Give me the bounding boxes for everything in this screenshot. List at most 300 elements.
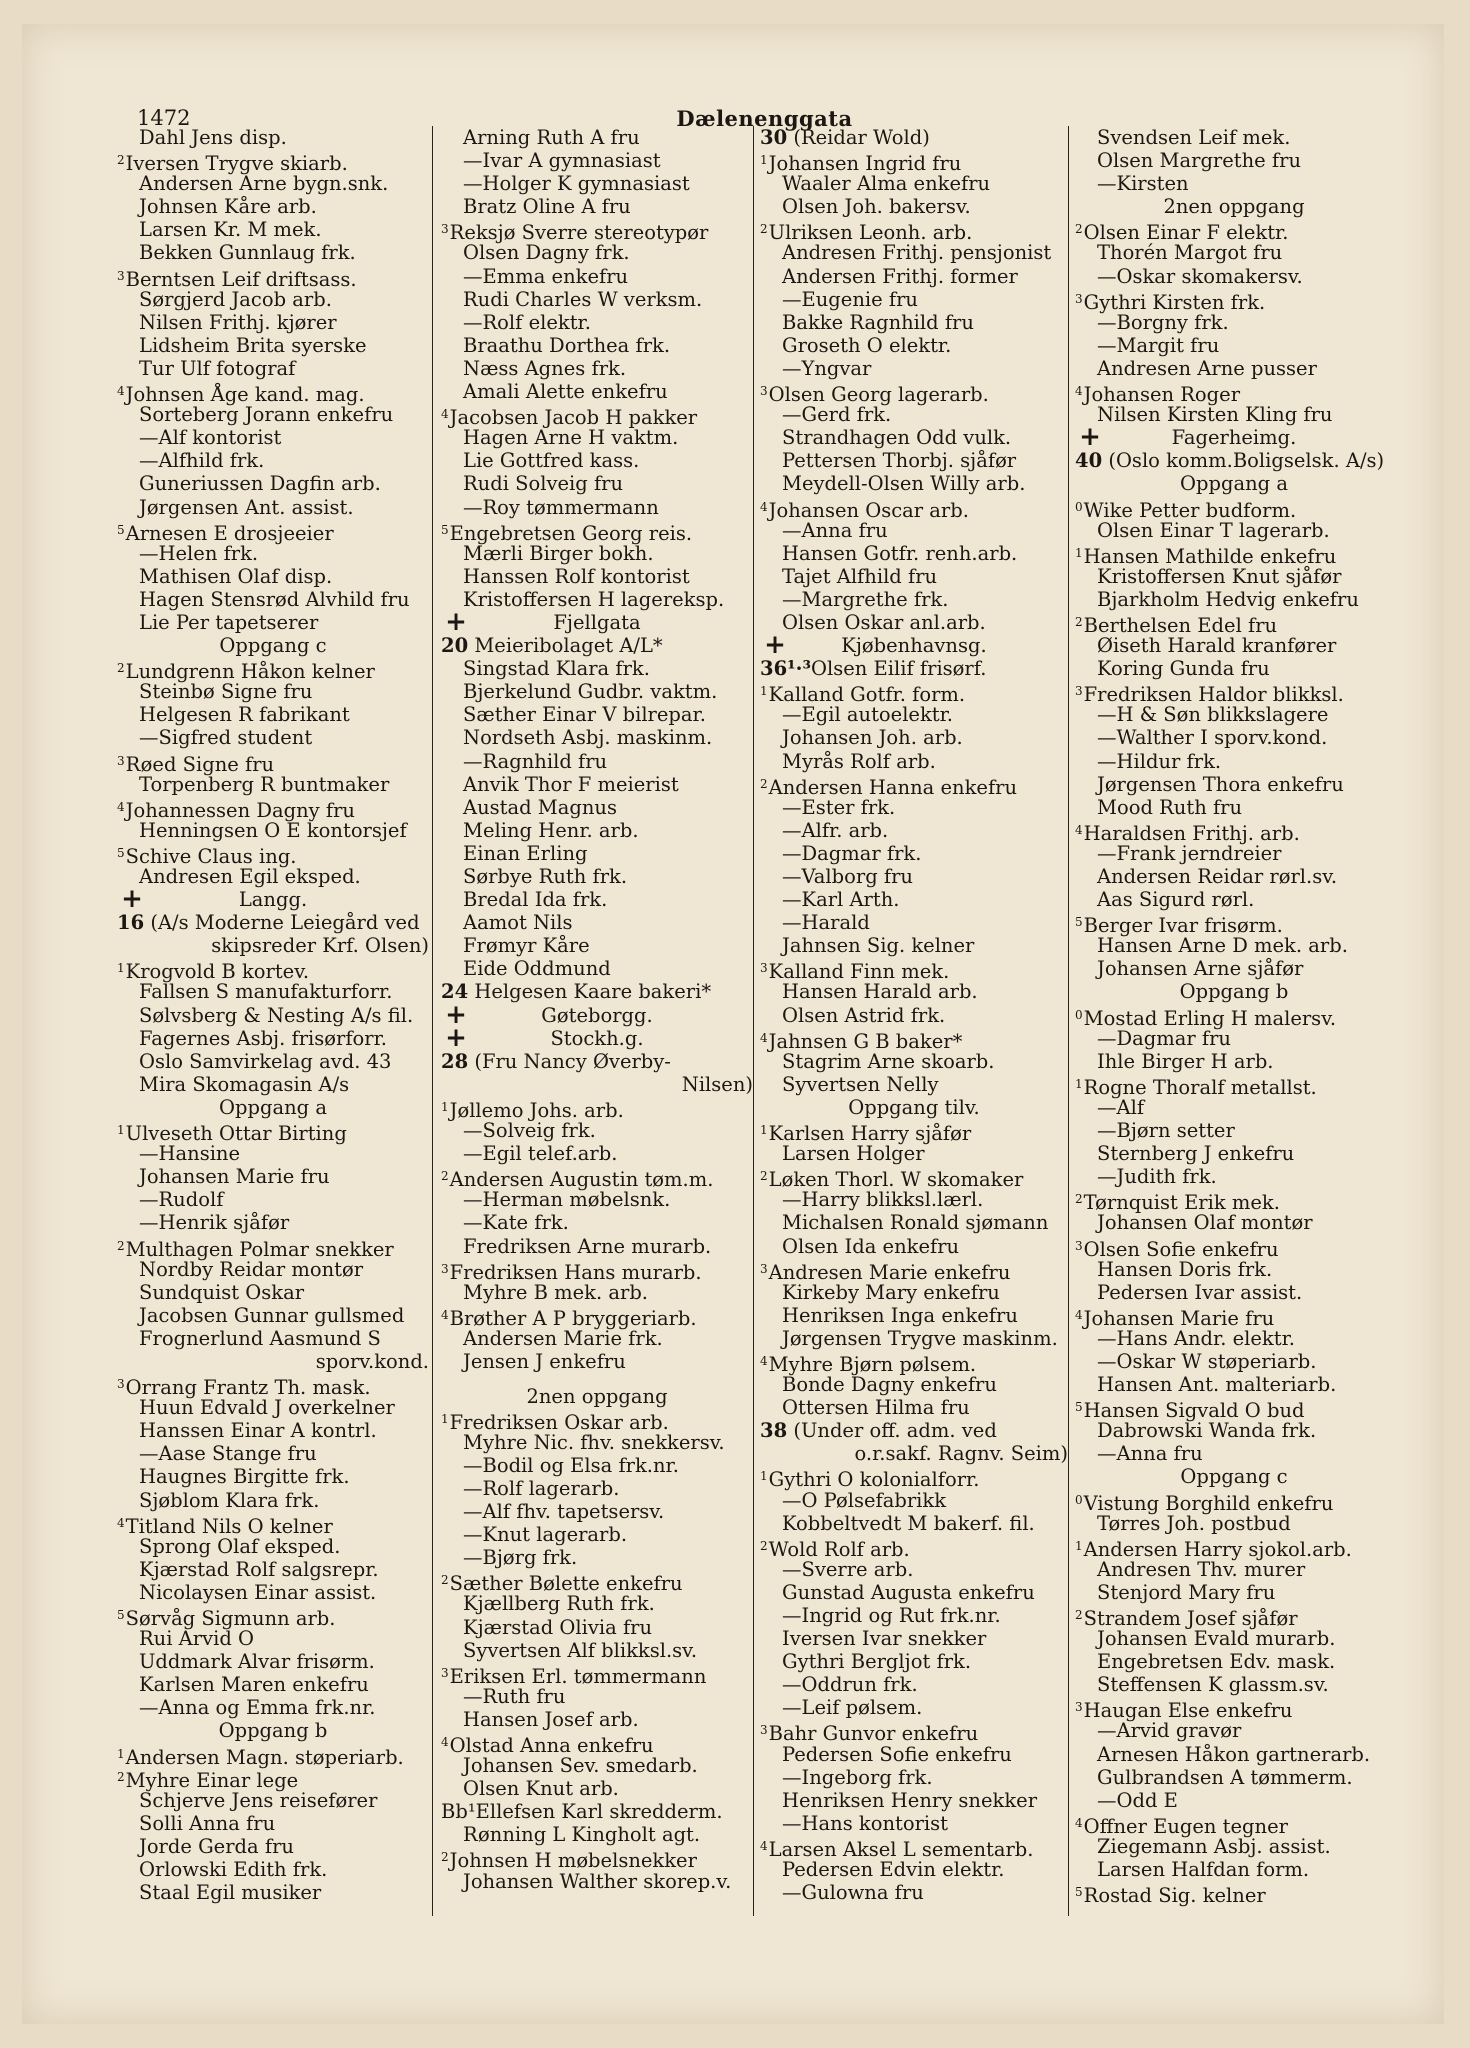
listing-entry (760, 588, 1068, 611)
house-number-entry (441, 1050, 753, 1073)
floor-number: 2 (760, 1169, 768, 1184)
entry-text: Larsen Holger (782, 1142, 925, 1166)
listing-entry (117, 542, 429, 565)
house-number: 36¹·³ (760, 657, 812, 681)
listing-entry (1075, 288, 1393, 314)
entry-text: Olsen Eilif frisørf. (811, 657, 987, 681)
entry-text: Andresen Marie enkefru (768, 1260, 1011, 1284)
entry-text: —Hans kontorist (782, 1811, 948, 1835)
entry-text: Johansen Joh. arb. (782, 726, 963, 750)
entry-text: —Leif pølsem. (782, 1696, 923, 1720)
listing-entry (441, 1188, 753, 1211)
entry-text: Larsen Halfdan form. (1097, 1858, 1310, 1882)
listing-entry (117, 1558, 429, 1581)
entry-text: Nordby Reidar montør (139, 1257, 364, 1281)
floor-number: 4 (117, 384, 125, 399)
listing-entry (117, 703, 429, 726)
listing-entry (1075, 1673, 1393, 1696)
floor-number: 1 (117, 961, 125, 976)
listing-entry (441, 1777, 753, 1800)
listing-entry (441, 334, 753, 357)
listing-entry (1075, 1396, 1393, 1423)
listing-entry (1075, 1373, 1393, 1396)
listing-entry (117, 1489, 429, 1512)
listing-entry (1075, 1489, 1393, 1515)
floor-number: 2 (117, 1238, 125, 1253)
entry-text: Andresen Arne pusser (1097, 356, 1317, 380)
listing-entry (441, 796, 753, 819)
listing-entry (441, 1477, 753, 1500)
entry-text: —Frank jerndreier (1097, 841, 1282, 865)
entry-text: —Harry blikksl.lærl. (782, 1188, 984, 1212)
entry-text: Jahnsen Sig. kelner (782, 934, 975, 958)
listing-entry (760, 703, 1068, 726)
floor-number: 0 (1075, 1007, 1083, 1022)
listing-entry (1075, 1650, 1393, 1673)
entry-text: —Ragnhild fru (463, 749, 608, 773)
listing-entry (1075, 796, 1393, 819)
entry-text: Henriksen Inga enkefru (782, 1303, 1018, 1327)
listing-entry (760, 542, 1068, 565)
entry-text: sporv.kond. (315, 1349, 429, 1373)
listing-entry (441, 726, 753, 749)
entry-text: Bjerkelund Gudbr. vaktm. (463, 680, 718, 704)
listing-entry (1075, 865, 1393, 888)
entry-text: Pedersen Ivar assist. (1097, 1280, 1303, 1304)
listing-entry (1075, 1304, 1393, 1330)
entry-text: Myhre Nic. fhv. snekkersv. (463, 1430, 725, 1454)
entry-text: —Bjørn setter (1097, 1119, 1235, 1143)
listing-entry (441, 865, 753, 888)
floor-number: 3 (760, 961, 768, 976)
cross-street-icon: + (1079, 422, 1101, 453)
entry-text: Huun Edvald J overkelner (139, 1396, 395, 1420)
entry-text: Sæther Einar V bilrepar. (463, 703, 706, 727)
listing-entry (117, 357, 429, 380)
entry-text: —Knut lagerarb. (463, 1523, 628, 1547)
listing-entry (760, 380, 1068, 407)
entry-continuation (117, 934, 429, 957)
entry-text: Gøteborgg. (541, 1003, 653, 1027)
listing-entry (1075, 726, 1393, 749)
listing-entry (760, 1812, 1068, 1835)
entry-text: Sternberg J enkefru (1097, 1142, 1295, 1166)
house-number-entry (760, 1419, 1068, 1442)
listing-entry (441, 680, 753, 703)
listing-entry (760, 1004, 1068, 1027)
entry-text: —Oskar skomakersv. (1097, 264, 1303, 288)
entry-text: —Alf fhv. tapetsersv. (463, 1500, 665, 1524)
entry-text: —Ivar A gymnasiast (463, 149, 661, 173)
listing-entry (117, 657, 429, 684)
entry-text: Sprong Olaf eksped. (139, 1534, 341, 1558)
listing-entry (1075, 934, 1393, 957)
entry-text: —Solveig frk. (463, 1119, 596, 1143)
entry-text: Andresen Egil eksped. (139, 865, 361, 888)
floor-number: 3 (1075, 1700, 1083, 1715)
listing-entry (117, 865, 429, 888)
entry-text: Ulriksen Leonh. arb. (768, 221, 973, 245)
entry-text: Kalland Gotfr. form. (768, 683, 966, 707)
entry-text: Hansen Harald arb. (782, 980, 978, 1004)
listing-entry (1075, 1419, 1393, 1442)
listing-entry (760, 980, 1068, 1003)
entry-text: Mood Ruth fru (1097, 795, 1243, 819)
entry-text: Pedersen Sofie enkefru (782, 1742, 1012, 1766)
listing-entry (760, 1165, 1068, 1192)
entry-text: Hanssen Einar A kontrl. (139, 1419, 377, 1443)
section-label (1075, 472, 1393, 495)
entry-text: Berthelsen Edel fru (1083, 613, 1278, 637)
listing-entry (1075, 1327, 1393, 1350)
listing-entry (1075, 265, 1393, 288)
entry-text: Offner Eugen tegner (1083, 1814, 1288, 1838)
entry-text: Olstad Anna enkefru (449, 1733, 654, 1757)
entry-text: —Hans Andr. elektr. (1097, 1326, 1295, 1350)
entry-text: Einan Erling (463, 841, 588, 865)
entry-text: Waaler Alma enkefru (782, 172, 991, 196)
floor-number: 4 (1075, 384, 1083, 399)
listing-entry (441, 773, 753, 796)
entry-text: Bekken Gunnlaug frk. (139, 241, 356, 265)
cross-street-icon: + (121, 884, 143, 915)
listing-entry (117, 680, 429, 703)
listing-entry (117, 1442, 429, 1465)
listing-entry (117, 1535, 429, 1558)
entry-text: Andersen Arne bygn.snk. (139, 172, 389, 196)
entry-text: —Yngvar (782, 356, 872, 380)
listing-entry (117, 334, 429, 357)
entry-text: Johnsen Åge kand. mag. (125, 383, 365, 407)
entry-text: Andersen Marie frk. (463, 1326, 663, 1350)
listing-entry (117, 1419, 429, 1442)
listing-entry (1075, 634, 1393, 657)
listing-entry (760, 241, 1068, 264)
listing-entry (1075, 657, 1393, 680)
listing-entry (760, 265, 1068, 288)
floor-number: 1 (117, 1123, 125, 1138)
entry-text: Nilsen Kirsten Kling fru (1097, 403, 1333, 427)
entry-text: —Roy tømmermann (463, 495, 659, 519)
listing-entry (117, 380, 429, 407)
listing-entry (117, 1073, 429, 1096)
listing-entry (1075, 496, 1393, 522)
listing-entry (117, 472, 429, 495)
listing-entry (117, 1766, 429, 1792)
floor-number: 1 (441, 1411, 449, 1426)
entry-text: —Holger K gymnasiast (463, 172, 690, 196)
entry-text: Ihle Birger H arb. (1097, 1049, 1274, 1073)
entry-text: Oppgang b (1179, 980, 1289, 1004)
floor-number: 2 (441, 1169, 449, 1184)
entry-text: Pettersen Thorbj. sjåfør (782, 449, 1017, 473)
listing-entry (760, 1327, 1068, 1350)
listing-entry (117, 519, 429, 545)
listing-entry (1075, 1281, 1393, 1304)
listing-entry (760, 565, 1068, 588)
listing-entry (117, 1304, 429, 1327)
floor-number: 3 (1075, 684, 1083, 699)
house-number: 40 (1075, 449, 1103, 473)
listing-entry (1075, 1627, 1393, 1650)
column-1 (117, 126, 429, 1904)
entry-text: Bredal Ida frk. (463, 888, 608, 912)
entry-text: Hansen Doris frk. (1097, 1257, 1273, 1281)
entry-text: Staal Egil musiker (139, 1881, 322, 1905)
entry-text: Johansen Arne sjåfør (1097, 957, 1304, 981)
listing-entry (117, 1812, 429, 1835)
entry-text: Schive Claus ing. (125, 844, 297, 868)
listing-entry (760, 1743, 1068, 1766)
entry-text: Pedersen Edvin elektr. (782, 1858, 1005, 1882)
listing-entry (760, 1142, 1068, 1165)
listing-entry (760, 1119, 1068, 1146)
entry-text: —Ingrid og Rut frk.nr. (782, 1604, 1001, 1627)
entry-text: Multhagen Polmar snekker (125, 1237, 394, 1261)
entry-text: Helgesen R fabrikant (139, 703, 350, 727)
entry-text: Stockh.g. (550, 1026, 644, 1050)
entry-text: Jørgensen Ant. assist. (139, 495, 354, 519)
listing-entry (441, 1327, 753, 1350)
listing-entry (760, 1281, 1068, 1304)
listing-entry (117, 1373, 429, 1400)
entry-text: —Rudolf (139, 1188, 224, 1212)
listing-entry (1075, 1350, 1393, 1373)
listing-entry (117, 1650, 429, 1673)
entry-text: Olsen Joh. bakersv. (782, 195, 971, 219)
listing-entry (441, 1685, 753, 1708)
floor-number: 5 (117, 522, 125, 537)
listing-entry (1075, 1535, 1393, 1561)
entry-text: Mathisen Olaf disp. (139, 564, 333, 588)
listing-entry (1075, 403, 1393, 426)
listing-entry (441, 1870, 753, 1893)
floor-number: 4 (760, 499, 768, 514)
floor-number: 1 (441, 1099, 449, 1114)
entry-text: Bakke Ragnhild fru (782, 310, 974, 334)
listing-entry (760, 1489, 1068, 1512)
directory-columns (0, 126, 1470, 1926)
entry-text: Myhre Einar lege (125, 1768, 299, 1792)
floor-number: 5 (1075, 915, 1083, 930)
entry-text: Karlsen Maren enkefru (139, 1673, 369, 1697)
entry-text: Johansen Marie fru (1083, 1306, 1275, 1330)
house-number-entry (760, 657, 1068, 680)
entry-text: skipsreder Krf. Olsen) (211, 934, 429, 958)
entry-text: Johansen Evald murarb. (1097, 1627, 1336, 1651)
entry-text: Bb¹Ellefsen Karl skredderm. (441, 1800, 723, 1824)
entry-text: Syvertsen Nelly (782, 1072, 939, 1096)
listing-entry (441, 449, 753, 472)
floor-number: 3 (441, 1665, 449, 1680)
section-label (441, 1385, 753, 1408)
listing-entry (760, 1581, 1068, 1604)
entry-text: Reksjø Sverre stereotypør (449, 221, 709, 245)
listing-entry (1075, 773, 1393, 796)
entry-text: Olsen Sofie enkefru (1083, 1237, 1279, 1261)
entry-text: Singstad Klara frk. (463, 657, 650, 681)
listing-entry (117, 1050, 429, 1073)
entry-text: —Rolf lagerarb. (463, 1476, 620, 1500)
listing-entry (1075, 1004, 1393, 1030)
listing-entry (441, 311, 753, 334)
listing-entry (1075, 588, 1393, 611)
entry-text: —Harald (782, 911, 870, 935)
floor-number: 3 (760, 384, 768, 399)
entry-text: Orrang Frantz Th. mask. (125, 1376, 371, 1400)
entry-text: —Helen frk. (139, 541, 259, 565)
listing-entry (117, 218, 429, 241)
listing-entry (760, 1858, 1068, 1881)
listing-entry (760, 1766, 1068, 1789)
entry-text: Fredriksen Arne murarb. (463, 1234, 712, 1258)
entry-text: Sundquist Oskar (139, 1280, 305, 1304)
listing-entry (441, 172, 753, 195)
listing-entry (1075, 172, 1393, 195)
entry-text: Fagernes Asbj. frisørforr. (139, 1026, 387, 1050)
entry-text: Fagerheimg. (1171, 426, 1297, 450)
listing-entry (441, 1708, 753, 1731)
listing-entry (117, 957, 429, 984)
entry-text: —H & Søn blikkslagere (1097, 703, 1329, 727)
listing-entry (441, 565, 753, 588)
entry-text: Anvik Thor F meierist (463, 772, 679, 796)
listing-entry (441, 542, 753, 565)
entry-text: Kirkeby Mary enkefru (782, 1280, 1000, 1304)
entry-text: Meydell-Olsen Willy arb. (782, 472, 1026, 496)
entry-text: Engebretsen Georg reis. (449, 521, 693, 545)
entry-text: —Egil telef.arb. (463, 1142, 618, 1166)
entry-text: Aamot Nils (463, 911, 573, 935)
floor-number: 2 (117, 661, 125, 676)
entry-text: —Eugenie fru (782, 287, 918, 311)
listing-entry (760, 888, 1068, 911)
entry-text: Bjarkholm Hedvig enkefru (1097, 587, 1359, 611)
entry-text: Titland Nils O kelner (125, 1514, 333, 1538)
house-number: 28 (441, 1049, 469, 1073)
entry-text: Koring Gunda fru (1097, 657, 1270, 681)
house-number: 30 (760, 126, 788, 149)
listing-entry (441, 750, 753, 773)
listing-entry (1075, 1442, 1393, 1465)
entry-text: Andersen Reidar rørl.sv. (1097, 865, 1338, 888)
floor-number: 2 (441, 1850, 449, 1865)
floor-number: 1 (760, 684, 768, 699)
entry-text: Olsen Margrethe fru (1097, 149, 1302, 173)
entry-text: Johansen Olaf montør (1097, 1211, 1313, 1235)
entry-text: —Gulowna fru (782, 1881, 924, 1905)
floor-number: 2 (760, 222, 768, 237)
entry-text: (A/s Moderne Leiegård ved (144, 911, 420, 935)
listing-entry (117, 726, 429, 749)
entry-text: Hanssen Rolf kontorist (463, 564, 690, 588)
listing-entry (1075, 1835, 1393, 1858)
listing-entry (117, 288, 429, 311)
entry-text: Løken Thorl. W skomaker (768, 1168, 1024, 1192)
listing-entry (117, 980, 429, 1003)
entry-text: Oppgang c (1180, 1465, 1288, 1489)
floor-number: 1 (760, 1469, 768, 1484)
listing-entry (441, 380, 753, 403)
listing-entry (760, 1881, 1068, 1904)
entry-text: Rui Arvid O (139, 1627, 255, 1651)
entry-text: Ziegemann Asbj. assist. (1097, 1834, 1331, 1858)
listing-entry (1075, 842, 1393, 865)
entry-text: —Bjørg frk. (463, 1546, 578, 1570)
listing-entry (1075, 680, 1393, 707)
entry-text: Meling Henr. arb. (463, 818, 639, 842)
entry-text: —Bodil og Elsa frk.nr. (463, 1453, 679, 1477)
entry-text: Johansen Ingrid fru (768, 152, 962, 176)
entry-text: —Sverre arb. (782, 1557, 914, 1581)
listing-entry (441, 1592, 753, 1615)
listing-entry (117, 1581, 429, 1604)
listing-entry (441, 472, 753, 495)
listing-entry (760, 1304, 1068, 1327)
entry-text: Dahl Jens disp. (139, 126, 287, 149)
entry-text: —Alfr. arb. (782, 818, 889, 842)
listing-entry (117, 1743, 429, 1769)
listing-entry (760, 1789, 1068, 1812)
entry-text: Tørnquist Erik mek. (1083, 1191, 1280, 1215)
listing-entry (441, 149, 753, 172)
listing-entry (117, 611, 429, 634)
entry-text: Oppgang a (1180, 472, 1288, 496)
listing-entry (117, 1789, 429, 1812)
listing-entry (117, 1188, 429, 1211)
entry-text: Haugnes Birgitte frk. (139, 1465, 350, 1489)
listing-entry (441, 1823, 753, 1846)
listing-entry (441, 1523, 753, 1546)
house-number: 16 (117, 911, 145, 935)
listing-entry (441, 819, 753, 842)
entry-text: Ulveseth Ottar Birting (125, 1122, 347, 1146)
listing-entry (760, 218, 1068, 245)
listing-entry (117, 588, 429, 611)
entry-text: Schjerve Jens reisefører (139, 1788, 378, 1812)
floor-number: 3 (760, 1261, 768, 1276)
entry-text: Oppgang tilv. (848, 1095, 980, 1119)
listing-entry (1075, 380, 1393, 407)
house-number-entry (117, 911, 429, 934)
entry-text: Hansen Gotfr. renh.arb. (782, 541, 1018, 565)
section-label (117, 1096, 429, 1119)
entry-text: Torpenberg R buntmaker (139, 772, 390, 796)
entry-text: Jacobsen Gunnar gullsmed (139, 1303, 405, 1327)
listing-entry (760, 426, 1068, 449)
entry-text: Øiseth Harald kranfører (1097, 634, 1337, 658)
listing-entry (1075, 611, 1393, 637)
floor-number: 4 (117, 1515, 125, 1530)
entry-text: (Oslo komm.Boligselsk. A/s) (1102, 449, 1385, 473)
entry-text: Andersen Hanna enkefru (768, 775, 1018, 799)
entry-text: Olsen Georg lagerarb. (768, 383, 989, 407)
column-2 (441, 126, 753, 1893)
entry-text: Myhre B mek. arb. (463, 1280, 649, 1304)
listing-entry (1075, 957, 1393, 980)
listing-entry (117, 842, 429, 868)
entry-text: Jorde Gerda fru (139, 1834, 294, 1858)
listing-entry (1075, 1165, 1393, 1188)
section-label (441, 606, 753, 637)
entry-text: (Reidar Wold) (787, 126, 930, 149)
entry-text: Johannessen Dagny fru (125, 798, 355, 822)
listing-entry (1075, 819, 1393, 845)
section-label (117, 884, 429, 915)
entry-text: Fjellgata (553, 610, 641, 634)
listing-entry (441, 195, 753, 218)
entry-text: Johnsen Kåre arb. (139, 195, 317, 219)
